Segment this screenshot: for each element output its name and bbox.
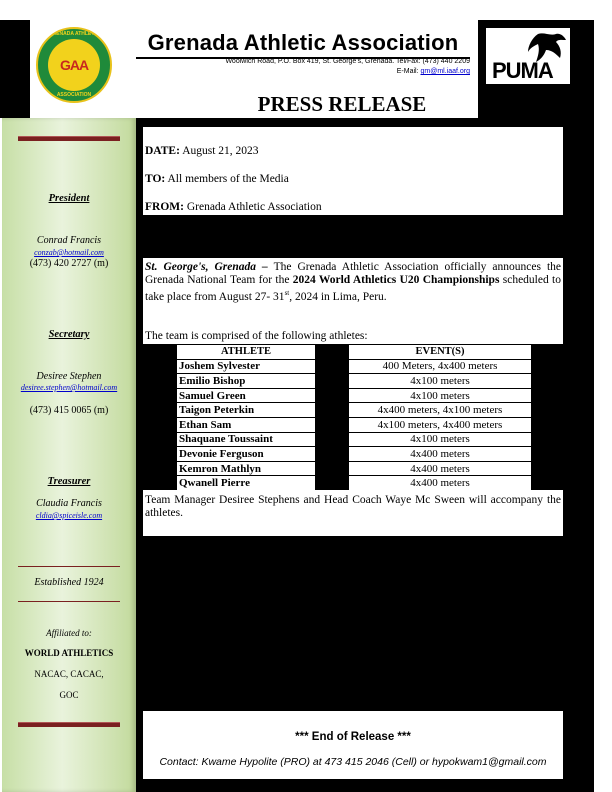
- intro-superscript: st: [284, 289, 290, 297]
- org-email-line: [136, 68, 470, 75]
- table-row: [177, 403, 532, 418]
- date-line: [145, 145, 259, 157]
- table-gap: [316, 447, 349, 462]
- puma-logo: [486, 28, 570, 84]
- athlete-events: 4x100 meters: [349, 374, 532, 389]
- president-name: Conrad Francis: [36, 235, 102, 246]
- athlete-events: 4x400 meters: [349, 461, 532, 476]
- closing-paragraph: Team Manager Desiree Stephens and Head Coach Waye Mc Sween will accompany the athletes.: [145, 494, 561, 519]
- sidebar: [2, 118, 136, 792]
- secretary-label: Secretary: [48, 329, 90, 340]
- table-header-row: [177, 345, 532, 360]
- to-label: TO:: [145, 173, 166, 185]
- treasurer-email[interactable]: cldia@spiceisle.com: [35, 511, 103, 520]
- table-gap: [316, 359, 349, 374]
- frame-left-top: [0, 20, 30, 118]
- sidebar-rule-bottom: [18, 601, 120, 602]
- from-line: [145, 201, 322, 213]
- logo-ring-bottom-text: ASSOCIATION: [56, 92, 92, 98]
- table-row: [177, 461, 532, 476]
- athlete-name: Emilio Bishop: [177, 374, 316, 389]
- table-row: [177, 417, 532, 432]
- intro-paragraph: [145, 261, 561, 304]
- athlete-events: 4x400 meters: [349, 447, 532, 462]
- affiliation-goc: GOC: [59, 690, 79, 700]
- athletes-table: [176, 344, 532, 491]
- org-address: Woolwich Road, P.O. Box 419, St. George's, Grenada. Tel/Fax: (473) 440 2209: [225, 58, 470, 65]
- footer-panel: [143, 711, 563, 779]
- table-row: [177, 374, 532, 389]
- table-gap: [316, 432, 349, 447]
- athlete-events: 4x100 meters, 4x400 meters: [349, 417, 532, 432]
- athlete-name: Qwanell Pierre: [177, 476, 316, 491]
- athlete-name: Taigon Peterkin: [177, 403, 316, 418]
- table-row: [177, 476, 532, 491]
- treasurer-name: Claudia Francis: [36, 498, 102, 509]
- athlete-name: Ethan Sam: [177, 417, 316, 432]
- affiliation-nacac-cacac: NACAC, CACAC,: [34, 669, 104, 679]
- table-gap: [316, 417, 349, 432]
- athlete-name: Samuel Green: [177, 388, 316, 403]
- sidebar-rule-top: [18, 566, 120, 567]
- from-value: Grenada Athletic Association: [186, 201, 322, 213]
- table-gap: [316, 374, 349, 389]
- president-label: President: [48, 193, 90, 204]
- table-row: [177, 359, 532, 374]
- athlete-name: Joshem Sylvester: [177, 359, 316, 374]
- logo-ring-top-text: GRENADA ATHLETIC: [48, 31, 100, 37]
- athlete-events: 4x100 meters: [349, 432, 532, 447]
- logo-inner-disc: [48, 39, 100, 91]
- table-row: [177, 447, 532, 462]
- athlete-column-header: ATHLETE: [177, 345, 316, 360]
- end-of-release: *** End of Release ***: [295, 731, 411, 743]
- athlete-name: Shaquane Toussaint: [177, 432, 316, 447]
- to-value: All members of the Media: [167, 173, 289, 185]
- secretary-email[interactable]: desiree.stephen@hotmail.com: [20, 383, 118, 392]
- table-gap: [316, 345, 349, 360]
- table-gap: [316, 388, 349, 403]
- treasurer-label: Treasurer: [47, 476, 91, 487]
- president-phone: (473) 420 2727 (m): [29, 258, 109, 269]
- sidebar-divider-bottom: [18, 722, 120, 727]
- table-row: [177, 432, 532, 447]
- affiliated-label: Affiliated to:: [46, 628, 92, 638]
- intro-text-1: The Grenada Athletic Association officially announces the Grenada National Team for the: [145, 261, 561, 286]
- puma-wordmark: PUMA: [492, 58, 553, 83]
- date-value: August 21, 2023: [182, 145, 259, 157]
- athlete-events: 4x400 meters: [349, 476, 532, 491]
- intro-text-3: , 2024 in Lima, Peru.: [289, 290, 387, 303]
- athlete-events: 4x100 meters: [349, 388, 532, 403]
- org-title: Grenada Athletic Association: [136, 30, 470, 59]
- table-gap: [316, 476, 349, 491]
- team-intro: The team is comprised of the following athletes:: [145, 330, 368, 342]
- date-label: DATE:: [145, 145, 180, 157]
- athlete-name: Devonie Ferguson: [177, 447, 316, 462]
- to-line: [145, 173, 289, 185]
- from-label: FROM:: [145, 201, 184, 213]
- email-label: E-Mail:: [396, 68, 419, 75]
- contact-line: Contact: Kwame Hypolite (PRO) at 473 415 2046 (Cell) or hypokwam1@gmail.com: [159, 756, 547, 768]
- intro-text-2: scheduled to take place from August 27- 31: [145, 274, 561, 303]
- table-gap: [316, 403, 349, 418]
- established-text: Established 1924: [34, 577, 104, 588]
- secretary-phone: (473) 415 0065 (m): [29, 405, 109, 416]
- events-column-header: EVENT(S): [349, 345, 532, 360]
- sidebar-divider: [18, 136, 120, 141]
- championship-name: 2024 World Athletics U20 Championships: [292, 274, 500, 286]
- president-email[interactable]: conzab@hotmail.com: [34, 248, 104, 257]
- table-row: [177, 388, 532, 403]
- table-gap: [316, 461, 349, 476]
- affiliation-world-athletics: WORLD ATHLETICS: [24, 648, 114, 658]
- athlete-name: Kemron Mathlyn: [177, 461, 316, 476]
- dateline: St. George's, Grenada –: [145, 261, 268, 273]
- org-email-link[interactable]: gm@ml.iaaf.org: [420, 68, 470, 75]
- athlete-events: 4x400 meters, 4x100 meters: [349, 403, 532, 418]
- logo-text: GAA: [59, 57, 89, 73]
- athlete-events: 400 Meters, 4x400 meters: [349, 359, 532, 374]
- secretary-name: Desiree Stephen: [36, 371, 102, 382]
- press-release-title: PRESS RELEASE: [257, 92, 427, 116]
- gaa-logo: [36, 27, 112, 103]
